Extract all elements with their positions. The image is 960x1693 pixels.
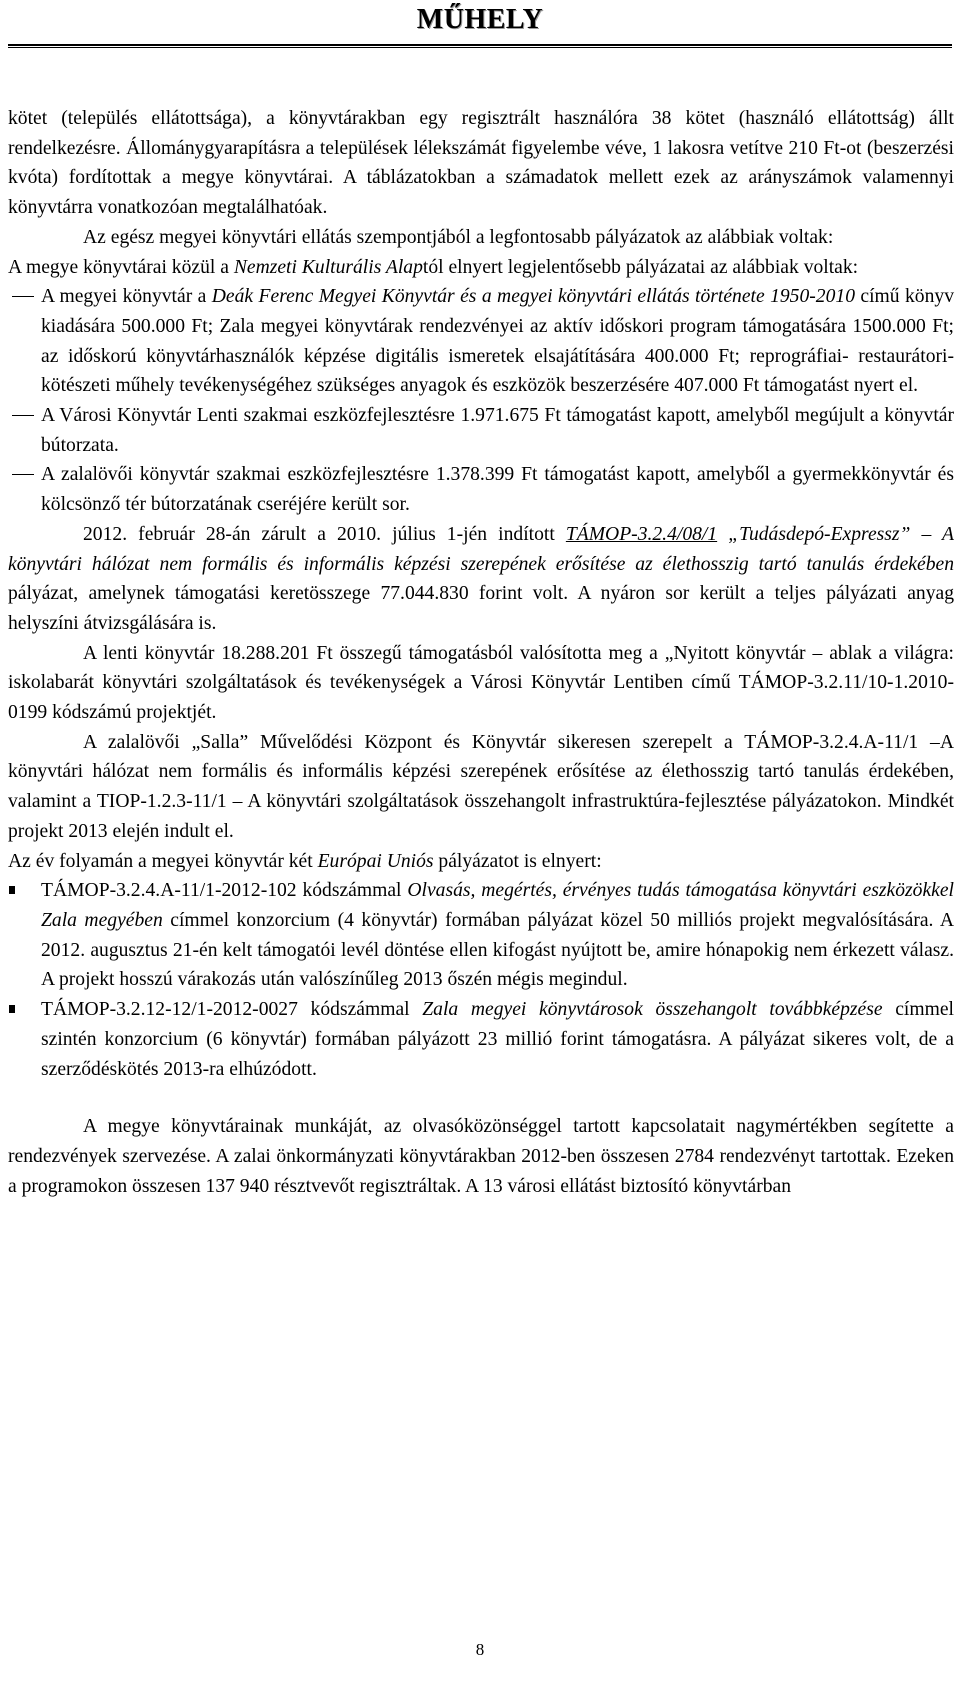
list-item [8, 401, 954, 460]
paragraph-text: pályázatot is elnyert: [438, 850, 602, 872]
eu-label: Európai Uniós [317, 850, 439, 872]
paragraph-zalalovo-projects: A zalalövői „Salla” Művelődési Központ és Könyvtár sikeresen szerepelt a TÁMOP-3.2.4.A-11/1 –A könyvtári hálózat nem formális és informális képzési szerepének erősítése az élethosszig tartó tanulás érdekében, valamint a TIOP-1.2.3-11/1 – A könyvtári szolgáltatások összehangolt infrastruktúra-fejlesztése pályázatokon. Mindkét projekt 2013 elején indult el. [8, 731, 954, 842]
header-divider [8, 44, 952, 48]
square-bullet-icon [9, 1005, 15, 1013]
paragraph-text: kötet (település ellátottsága), a könyvtárakban egy regisztrált használóra 38 kötet (használó ellátottság) állt rendelkezésre. Állománygyarapításra a települések lélekszámát figyelembe véve, 1 lakosra vetítve 210 Ft-ot (beszerzési kvóta) fordítottak a megye könyvtárai. [8, 108, 954, 189]
paragraph-text: tól elnyert legjelentősebb pályázatai az alábbiak voltak: [422, 256, 859, 278]
paragraph-events: A megye könyvtárainak munkáját, az olvasóközönséggel tartott kapcsolatait nagymértékben segítette a rendezvények szervezése. A zalai önkormányzati könyvtárakban 2012-ben összesen 2784 rendezvényt tartottak. Ezeken a programokon összesen 137 940 résztvevőt regisztráltak. A 13 városi ellátást biztosító könyvtárban [8, 1116, 954, 1197]
list-item [8, 282, 954, 401]
paragraph-grants-intro: Az egész megyei könyvtári ellátás szempontjából a legfontosabb pályázatok az alábbiak voltak: [83, 226, 834, 248]
paragraph-lenti-project: A lenti könyvtár 18.288.201 Ft összegű támogatásból valósította meg a „Nyitott könyvtár – ablak a világra: iskolabarát könyvtári szolgáltatások és tevékenységek a Városi Könyvtár Lentiben című TÁMOP-3.2.11/10-1.2010-0199 kódszámú projektjét. [8, 642, 954, 724]
square-bullet-icon [9, 886, 15, 894]
paragraph-text: A megye könyvtárai közül a [8, 256, 234, 278]
book-title: Deák Ferenc Megyei Könyvtár és a megyei könyvtári ellátás története 1950-2010 [211, 286, 855, 308]
dash-bullet-icon [12, 415, 34, 416]
list-item [8, 995, 954, 1084]
list-item-text: című könyv kiadására 500.000 Ft; Zala megyei könyvtárak rendezvényei az aktív időskori program támogatására 1500.000 Ft; az időskorú könyvtárhasználók képzése digitális ismeretek elsajátítására 400.000 Ft; reprográfiai- restaurátori-kötészeti műhely tevékenységéhez szükséges anyagok és eszközök beszerzésére 407.000 Ft támogatást nyert el. [41, 286, 954, 397]
dash-bullet-icon [12, 474, 34, 475]
list-item-text: A Városi Könyvtár Lenti szakmai eszközfejlesztésre 1.971.675 Ft támogatást kapott, amelyből megújult a könyvtár bútorzata. [41, 405, 954, 456]
paragraph-spacer [8, 1084, 954, 1112]
paragraph-text: Az év folyamán a megyei könyvtár két [8, 850, 318, 872]
list-item-text: címmel szintén konzorcium (6 könyvtár) formában pályázott 23 millió forint támogatásra. A pályázat sikeres volt, de a szerződéskötés 2013-ra elhúzódott. [41, 999, 954, 1080]
project-code: TÁMOP-3.2.4/08/1 [565, 523, 718, 545]
list-item-text: TÁMOP-3.2.4.A-11/1-2012-102 kódszámmal [41, 880, 408, 902]
paragraph-nka-intro [8, 253, 954, 283]
paragraph-tamop-closure [8, 520, 954, 639]
paragraph-text: A táblázatokban a számadatok mellett ezek az arányszámok valamennyi könyvtárra vonatkozóan megtalálhatóak. [8, 167, 954, 219]
page-title: MŰHELY [416, 4, 544, 35]
list-item-text: címmel konzorcium (4 könyvtár) formában pályázat közel 50 milliós projekt megvalósítására. A 2012. augusztus 21-én kelt támogatói levél döntése ellen kifogást nyújtott be, amire hónapokig nem érkezett válasz. A projekt hosszú várakozás után valószínűleg 2013 őszén mégis megindul. [41, 909, 954, 991]
list-item [8, 876, 954, 995]
document-body [8, 104, 954, 1201]
page-header [0, 0, 960, 48]
project-title: Olvasás, megértés, érvényes tudás támogatása könyvtári eszközökkel Zala megyében [41, 880, 954, 931]
fund-name: Nemzeti Kulturális Alap [233, 256, 423, 278]
list-item-text: A zalalövői könyvtár szakmai eszközfejlesztésre 1.378.399 Ft támogatást kapott, amelyből a gyermekkönyvtár és kölcsönző tér bútorzatának cseréjére került sor. [41, 464, 954, 516]
list-item-text: TÁMOP-3.2.12-12/1-2012-0027 kódszámmal [41, 999, 423, 1021]
paragraph-text: 2012. február 28-án zárult a 2010. július 1-jén indított [83, 523, 566, 545]
dash-bullet-icon [12, 296, 34, 297]
page-number: 8 [475, 1640, 485, 1659]
project-title: Zala megyei könyvtárosok összehangolt továbbképzése [422, 999, 883, 1021]
paragraph-eu-intro [8, 847, 954, 877]
list-item-text: A megyei könyvtár a [41, 286, 212, 308]
paragraph-stock-statistics [8, 104, 954, 223]
paragraph-text: pályázat, amelynek támogatási keretösszege 77.044.830 forint volt. A nyáron sor került a teljes pályázati anyag helyszíni átvizsgálására is. [8, 583, 954, 634]
list-item [8, 460, 954, 519]
project-title: „Tudásdepó-Expressz” – A könyvtári hálózat nem formális és informális képzési szerepének erősítése az élethosszig tartó tanulás érdekében [8, 523, 954, 575]
